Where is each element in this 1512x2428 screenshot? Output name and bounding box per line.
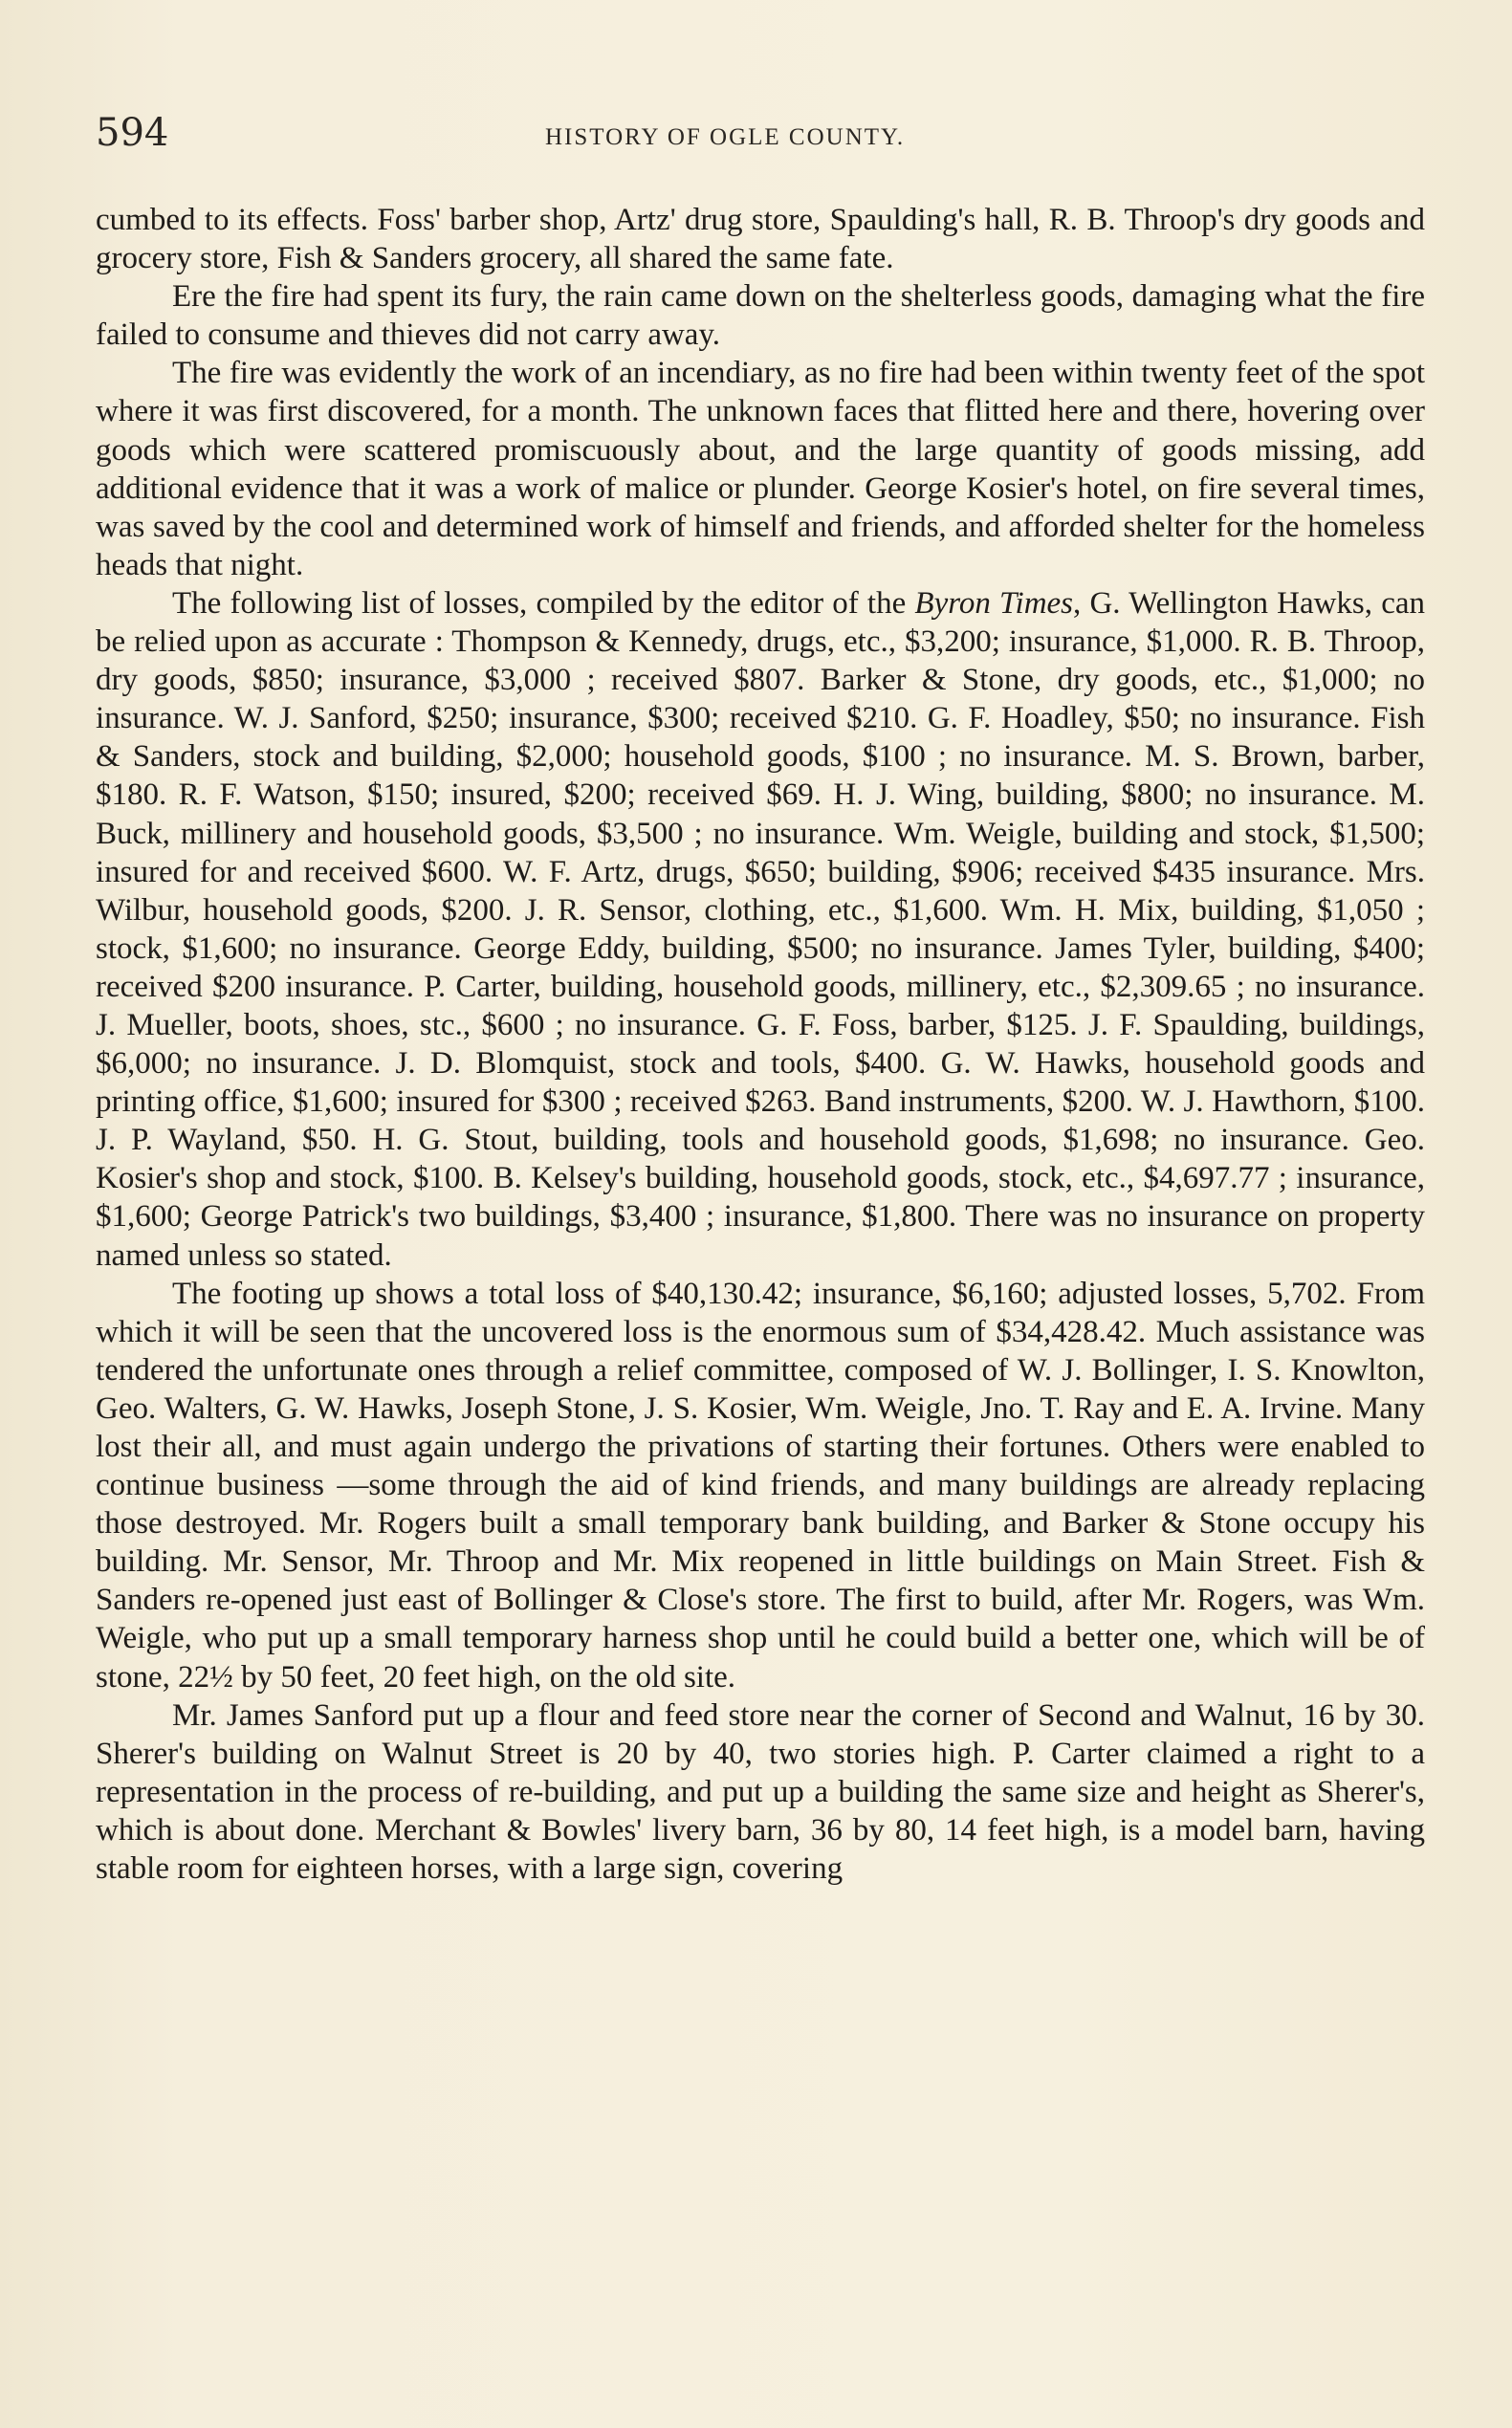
page-header <box>96 111 1425 159</box>
paragraph-6: Mr. James Sanford put up a flour and feed store near the corner of Second and Walnut, 16 by 30. Sherer's building on Walnut Street is 20 by 40, two stories high. P. Carter claimed a right to a representation in the process of re-building, and put up a building the same size and height as Sherer's, which is about done. Merchant & Bowles' livery barn, 36 by 80, 14 feet high, is a model barn, having stable room for eighteen horses, with a large sign, covering <box>96 1697 1425 1887</box>
paragraph-2: Ere the fire had spent its fury, the rain came down on the shelterless goods, damaging what the fire failed to consume and thieves did not carry away. <box>96 279 1425 353</box>
body-text <box>96 201 1425 1888</box>
paragraph-5: The footing up shows a total loss of $40,130.42; insurance, $6,160; adjusted losses, 5,702. From which it will be seen that the uncovered loss is the enormous sum of $34,428.42. Much assistance was tendered the unfortunate ones through a relief committee, composed of W. J. Bollinger, I. S. Knowlton, Geo. Walters, G. W. Hawks, Joseph Stone, J. S. Kosier, Wm. Weigle, Jno. T. Ray and E. A. Irvine. Many lost their all, and must again undergo the privations of starting their fortunes. Others were enabled to continue business —some through the aid of kind friends, and many buildings are already replacing those destroyed. Mr. Rogers built a small temporary bank building, and Barker & Stone occupy his building. Mr. Sensor, Mr. Throop and Mr. Mix reopened in little buildings on Main Street. Fish & Sanders re-opened just east of Bollinger & Close's store. The first to build, after Mr. Rogers, was Wm. Weigle, who put up a small temporary harness shop until he could build a better one, which will be of stone, 22½ by 50 feet, 20 feet high, on the old site. <box>96 1276 1425 1695</box>
running-head: HISTORY OF OGLE COUNTY. <box>545 124 906 150</box>
paragraph-4: The following list of losses, compiled by the editor of the Byron Times, G. Wellington Hawks, can be relied upon as accurate : Thompson & Kennedy, drugs, etc., $3,200; insurance, $1,000. R. B. Throop, dry goods, $850; insurance, $3,000 ; received $807. Barker & Stone, dry goods, etc., $1,000; no insurance. W. J. Sanford, $250; insurance, $300; received $210. G. F. Hoadley, $50; no insurance. Fish & Sanders, stock and building, $2,000; household goods, $100 ; no insurance. M. S. Brown, barber, $180. R. F. Watson, $150; insured, $200; received $69. H. J. Wing, building, $800; no insurance. M. Buck, millinery and household goods, $3,500 ; no insurance. Wm. Weigle, building and stock, $1,500; insured for and received $600. W. F. Artz, drugs, $650; building, $906; received $435 insurance. Mrs. Wilbur, household goods, $200. J. R. Sensor, clothing, etc., $1,600. Wm. H. Mix, building, $1,050 ; stock, $1,600; no insurance. George Eddy, building, $500; no insurance. James Tyler, building, $400; received $200 insurance. P. Carter, building, household goods, millinery, etc., $2,309.65 ; no insurance. J. Mueller, boots, shoes, stc., $600 ; no insurance. G. F. Foss, barber, $125. J. F. Spaulding, buildings, $6,000; no insurance. J. D. Blomquist, stock and tools, $400. G. W. Hawks, household goods and printing office, $1,600; insured for $300 ; received $263. Band instruments, $200. W. J. Hawthorn, $100. J. P. Wayland, $50. H. G. Stout, building, tools and household goods, $1,698; no insurance. Geo. Kosier's shop and stock, $100. B. Kelsey's building, household goods, stock, etc., $4,697.77 ; insurance, $1,600; George Patrick's two buildings, $3,400 ; insurance, $1,800. There was no insurance on property named unless so stated. <box>96 585 1425 1273</box>
page-number: 594 <box>96 111 169 155</box>
newspaper-title: Byron Times <box>914 585 1074 621</box>
paragraph-1: cumbed to its effects. Foss' barber shop, Artz' drug store, Spaulding's hall, R. B. Throop's dry goods and grocery store, Fish & Sanders grocery, all shared the same fate. <box>96 203 1425 276</box>
paragraph-3: The fire was evidently the work of an incendiary, as no fire had been within twenty feet of the spot where it was first discovered, for a month. The unknown faces that flitted here and there, hovering over goods which were scattered promiscuously about, and the large quantity of goods missing, add additional evidence that it was a work of malice or plunder. George Kosier's hotel, on fire several times, was saved by the cool and determined work of himself and friends, and afforded shelter for the homeless heads that night. <box>96 356 1425 582</box>
